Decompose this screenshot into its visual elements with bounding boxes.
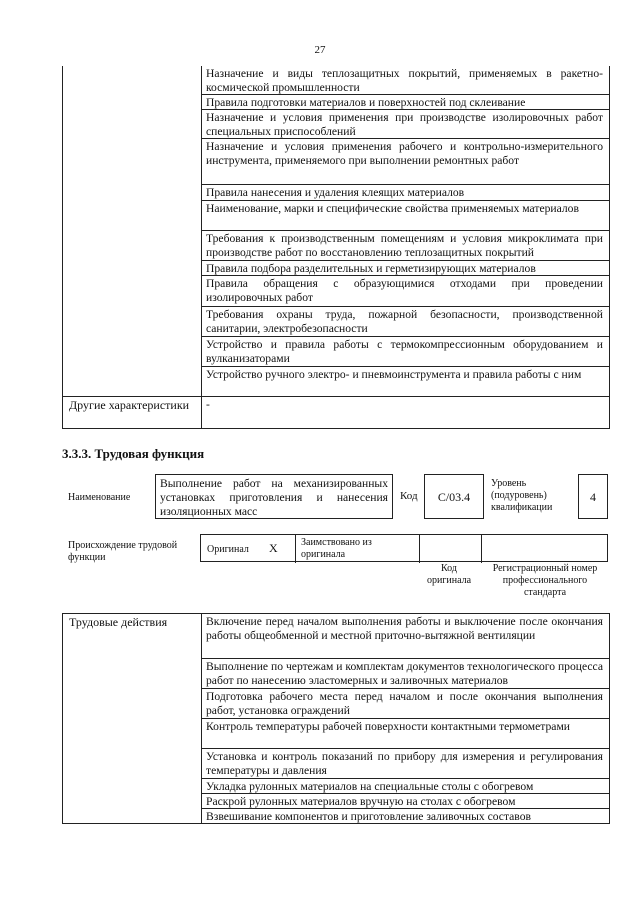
table-row: [63, 614, 609, 658]
table-row: [63, 230, 609, 260]
table-cell: Назначение и условия применения при производстве изолировочных работ специальных приспособлений: [202, 109, 609, 138]
table-cell: Назначение и условия применения рабочего и контрольно-измерительного инструмента, применяемого при выполнении ремонтных работ: [202, 138, 609, 184]
table-cell: Правила нанесения и удаления клеящих материалов: [202, 184, 609, 200]
table-cell: Выполнение по чертежам и комплектам документов технологического процесса работ по нанесению эластомерных и заливочных материалов: [202, 658, 609, 688]
divider: [295, 535, 296, 563]
code-label: Код: [400, 490, 418, 502]
table-row: [63, 808, 609, 823]
table-cell: Наименование, марки и специфические свойства применяемых материалов: [202, 200, 609, 230]
table-cell: Назначение и виды теплозащитных покрытий, применяемых в ракетно-космической промышленности: [206, 67, 603, 94]
table-row: [63, 94, 609, 109]
table-cell: Устройство ручного электро- и пневмоинструмента и правила работы с ним: [202, 366, 609, 396]
labour-actions-label: Трудовые действия: [63, 614, 202, 658]
table-cell: Требования охраны труда, пожарной безопасности, производственной санитарии, электробезопасности: [202, 306, 609, 336]
table-cell: Правила подбора разделительных и герметизирующих материалов: [202, 260, 609, 275]
table-cell: Взвешивание компонентов и приготовление заливочных составов: [202, 808, 609, 823]
labour-actions-table: [62, 613, 610, 824]
table-row: [63, 109, 609, 138]
divider: [481, 535, 482, 563]
table-row: [63, 306, 609, 336]
other-characteristics-value: -: [206, 398, 210, 411]
origin-label: Происхождение трудовой функции: [68, 540, 178, 563]
table-cell: Устройство и правила работы с термокомпрессионным оборудованием и вулканизаторами: [202, 336, 609, 366]
divider: [419, 535, 420, 563]
table-row: [63, 184, 609, 200]
table-row: [63, 718, 609, 748]
table-cell: Установка и контроль показаний по прибору для измерения и регулирования температуры и давления: [202, 748, 609, 778]
table-row: [63, 260, 609, 275]
table-row: [63, 336, 609, 366]
other-characteristics-label: Другие характеристики: [63, 397, 202, 428]
table-cell: Правила обращения с образующимися отходами при проведении изолировочных работ: [202, 275, 609, 306]
level-label: Уровень (подуровень) квалификации: [491, 478, 553, 513]
table-row: [63, 366, 609, 396]
name-label: Наименование: [68, 492, 131, 503]
table-row: [63, 658, 609, 688]
table-row: [63, 778, 609, 793]
table-row: [63, 138, 609, 184]
table-row: [63, 200, 609, 230]
table-row: [63, 748, 609, 778]
table-row: [63, 688, 609, 718]
original-label: Оригинал: [207, 544, 249, 555]
original-mark: X: [269, 541, 278, 555]
table-cell: Подготовка рабочего места перед началом и после окончания выполнения работ, установка ограждений: [202, 688, 609, 718]
function-code-value: C/03.4: [424, 474, 484, 519]
table-cell: Включение перед началом выполнения работы и выключение после окончания работы общеобменной и местной приточно-вытяжной вентиляции: [206, 615, 603, 642]
qualification-level-value: 4: [578, 474, 608, 519]
table-row: [63, 66, 609, 94]
table-row: [63, 275, 609, 306]
table-row: [63, 396, 609, 428]
table-cell: Укладка рулонных материалов на специальные столы с обогревом: [202, 778, 609, 793]
function-name-value: Выполнение работ на механизированных установках приготовления и нанесения изоляционных масс: [155, 474, 393, 519]
table-row: [63, 793, 609, 808]
reg-number-label: Регистрационный номер профессионального стандарта: [492, 563, 598, 598]
table-cell: Контроль температуры рабочей поверхности контактными термометрами: [202, 718, 609, 748]
table-cell: Требования к производственным помещениям и условия микроклимата при производстве работ по восстановлению теплозащитных покрытий: [202, 230, 609, 260]
table-cell: Раскрой рулонных материалов вручную на столах с обогревом: [202, 793, 609, 808]
section-heading: 3.3.3. Трудовая функция: [62, 446, 205, 461]
table-cell: Правила подготовки материалов и поверхностей под склеивание: [202, 94, 609, 109]
code-original-label: Код оригинала: [426, 563, 472, 586]
page-number: 27: [314, 44, 326, 56]
knowledge-table: [62, 66, 610, 429]
borrowed-label: Заимствовано из оригинала: [301, 537, 372, 560]
origin-box: [200, 534, 608, 562]
